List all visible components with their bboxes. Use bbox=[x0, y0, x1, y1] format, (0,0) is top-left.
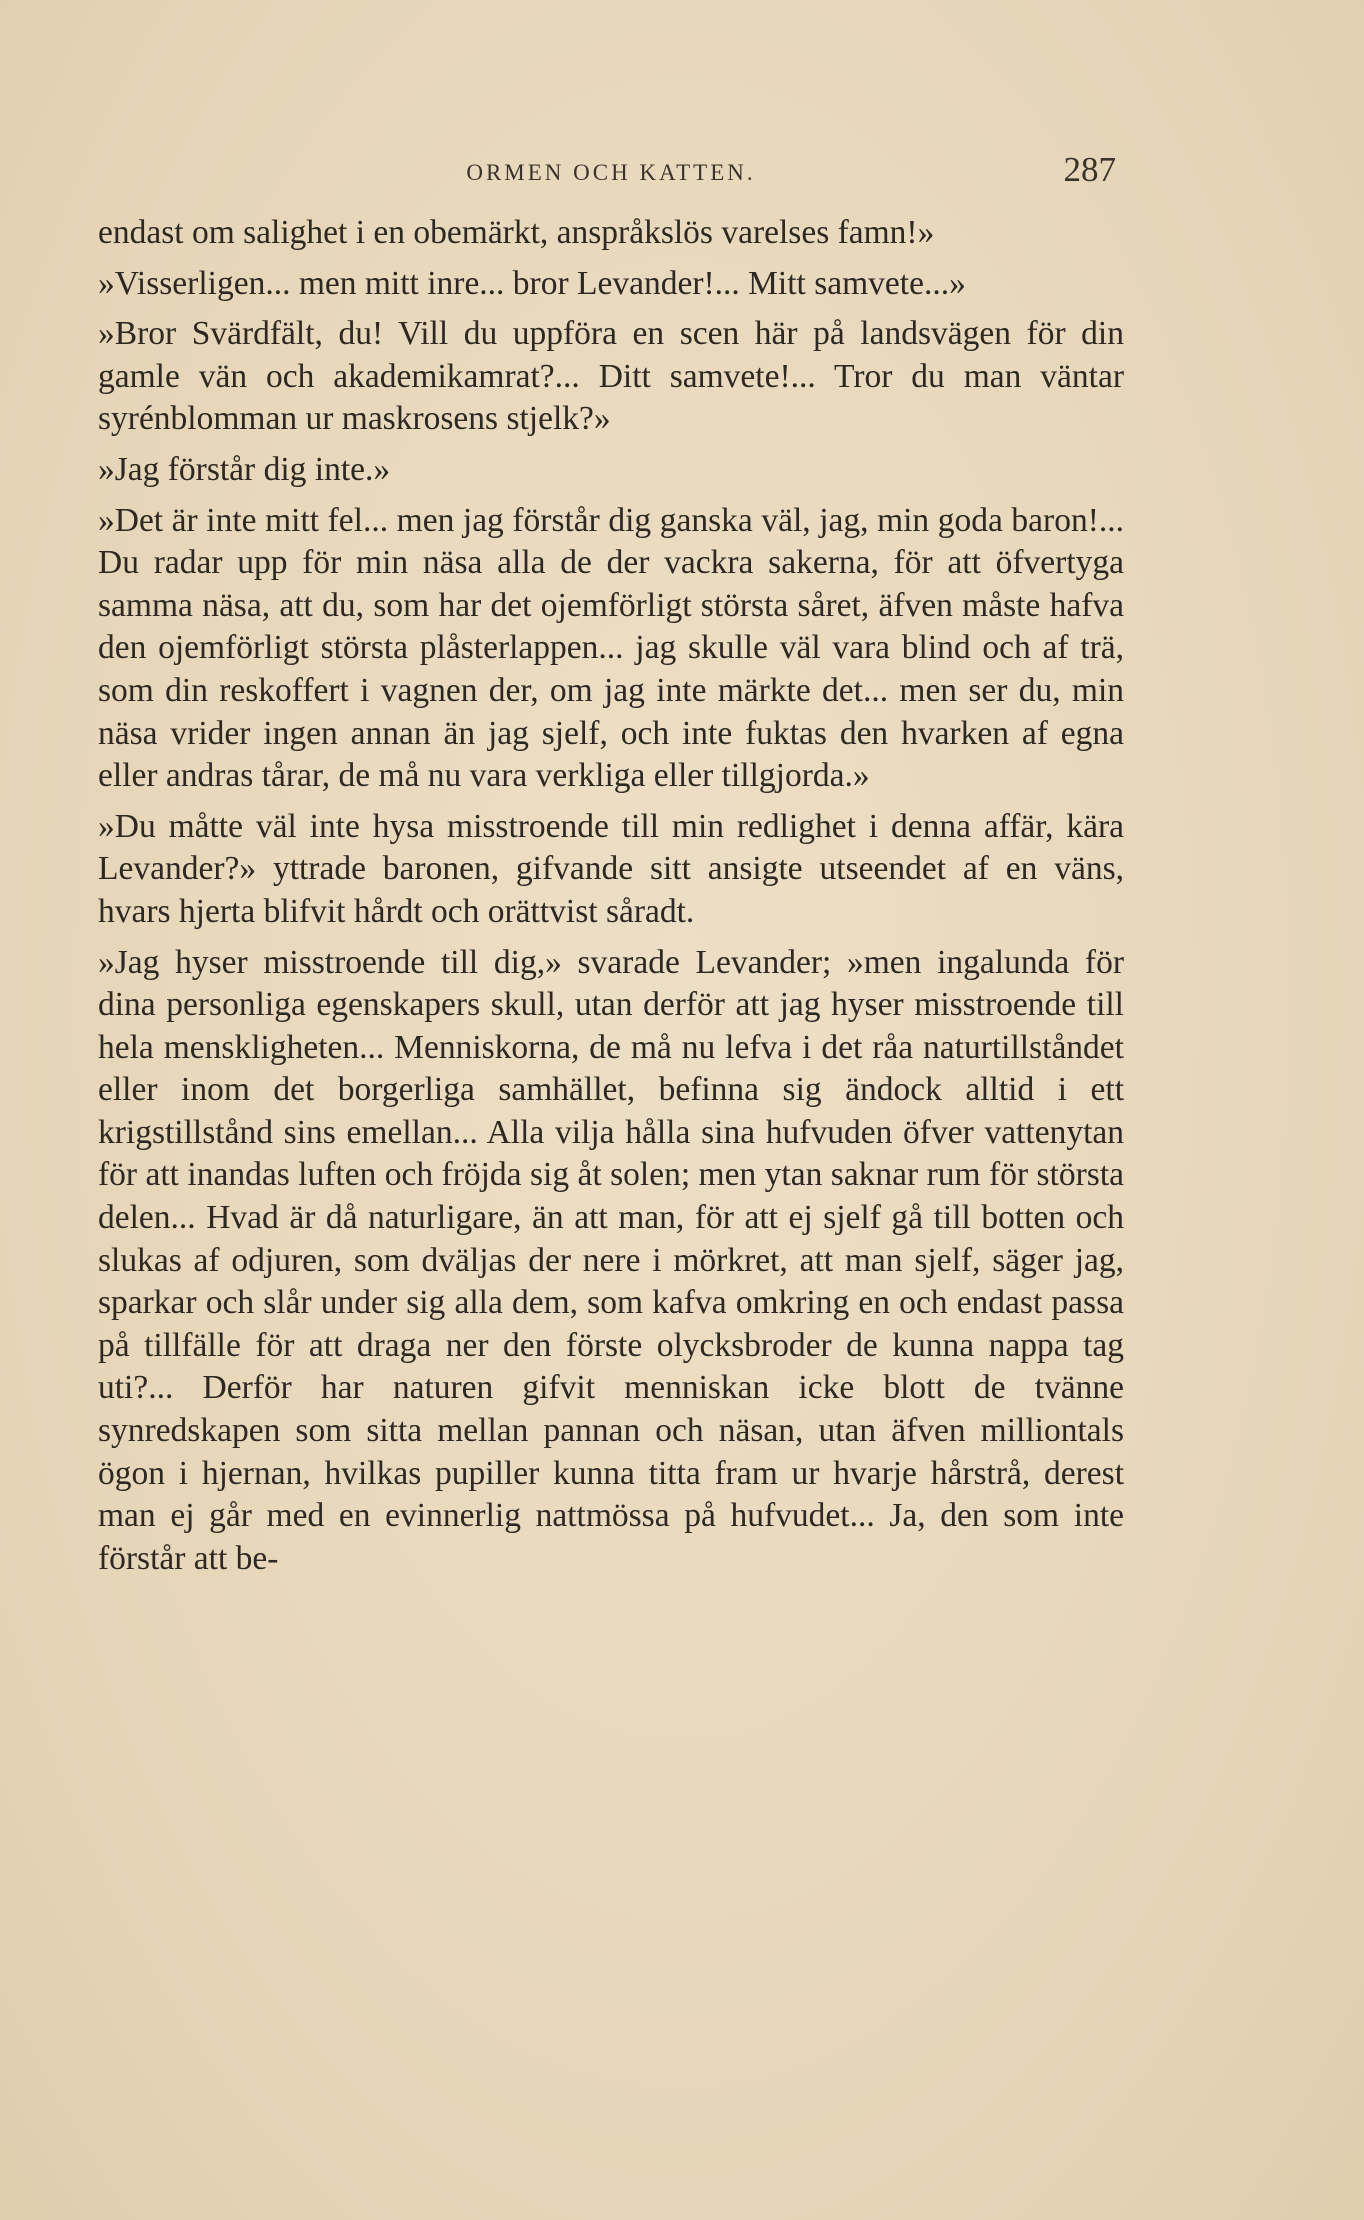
paragraph: endast om salighet i en obemärkt, anspråkslös varelses famn!» bbox=[98, 214, 935, 251]
paragraph: »Visserligen... men mitt inre... bror Levander!... Mitt samvete...» bbox=[98, 264, 966, 302]
paragraph: »Det är inte mitt fel... men jag förstår dig ganska väl, jag, min goda baron!... Du radar upp för min näsa alla de der vackra sakerna, för att öfvertyga samma näsa, att du, som har det ojemförligt största såret, äfven måste hafva den ojemförligt största plåsterlappen... jag skulle väl vara blind och af trä, som din reskoffert i vagnen der, om jag inte märkte det... men ser du, min näsa vrider ingen annan än jag sjelf, och inte fuktas den hvarken af egna eller andras tårar, de må nu vara verkliga eller tillgjorda.» bbox=[98, 501, 1124, 795]
running-title: ORMEN OCH KATTEN. bbox=[466, 160, 756, 185]
body-text bbox=[98, 212, 1124, 1580]
page-number: 287 bbox=[1063, 150, 1116, 189]
running-head bbox=[98, 150, 1124, 194]
paragraph: »Du måtte väl inte hysa misstroende till min redlighet i denna affär, kära Levander?» yttrade baronen, gifvande sitt ansigte utseendet af en väns, hvars hjerta blifvit hårdt och orättvist såradt. bbox=[98, 807, 1124, 930]
paragraph: »Bror Svärdfält, du! Vill du uppföra en scen här på landsvägen för din gamle vän och akademikamrat?... Ditt samvete!... Tror du man väntar syrénblomman ur maskrosens stjelk?» bbox=[98, 315, 1124, 438]
paragraph: »Jag hyser misstroende till dig,» svarade Levander; »men ingalunda för dina personliga egenskapers skull, utan derför att jag hyser misstroende till hela menskligheten... Menniskorna, de må nu lefva i det råa naturtillståndet eller inom det borgerliga samhället, befinna sig ändock alltid i ett krigstillstånd sins emellan... Alla vilja hålla sina hufvuden öfver vattenytan för att inandas luften och fröjda sig åt solen; men ytan saknar rum för största delen... Hvad är då naturligare, än att man, för att ej sjelf gå till botten och slukas af odjuren, som dväljas der nere i mörkret, att man sjelf, säger jag, sparkar och slår under sig alla dem, som kafva omkring en och endast passa på tillfälle för att draga ner den förste olycksbroder de kunna nappa tag uti?... Derför har naturen gifvit menniskan icke blott de tvänne synredskapen som sitta mellan pannan och näsan, utan äfven milliontals ögon i hjernan, hvilkas pupiller kunna titta fram ur hvarje hårstrå, derest man ej går med en evinnerlig nattmössa på hufvudet... Ja, den som inte förstår att be- bbox=[98, 943, 1124, 1577]
paragraph: »Jag förstår dig inte.» bbox=[98, 450, 391, 488]
book-page bbox=[98, 150, 1124, 1588]
